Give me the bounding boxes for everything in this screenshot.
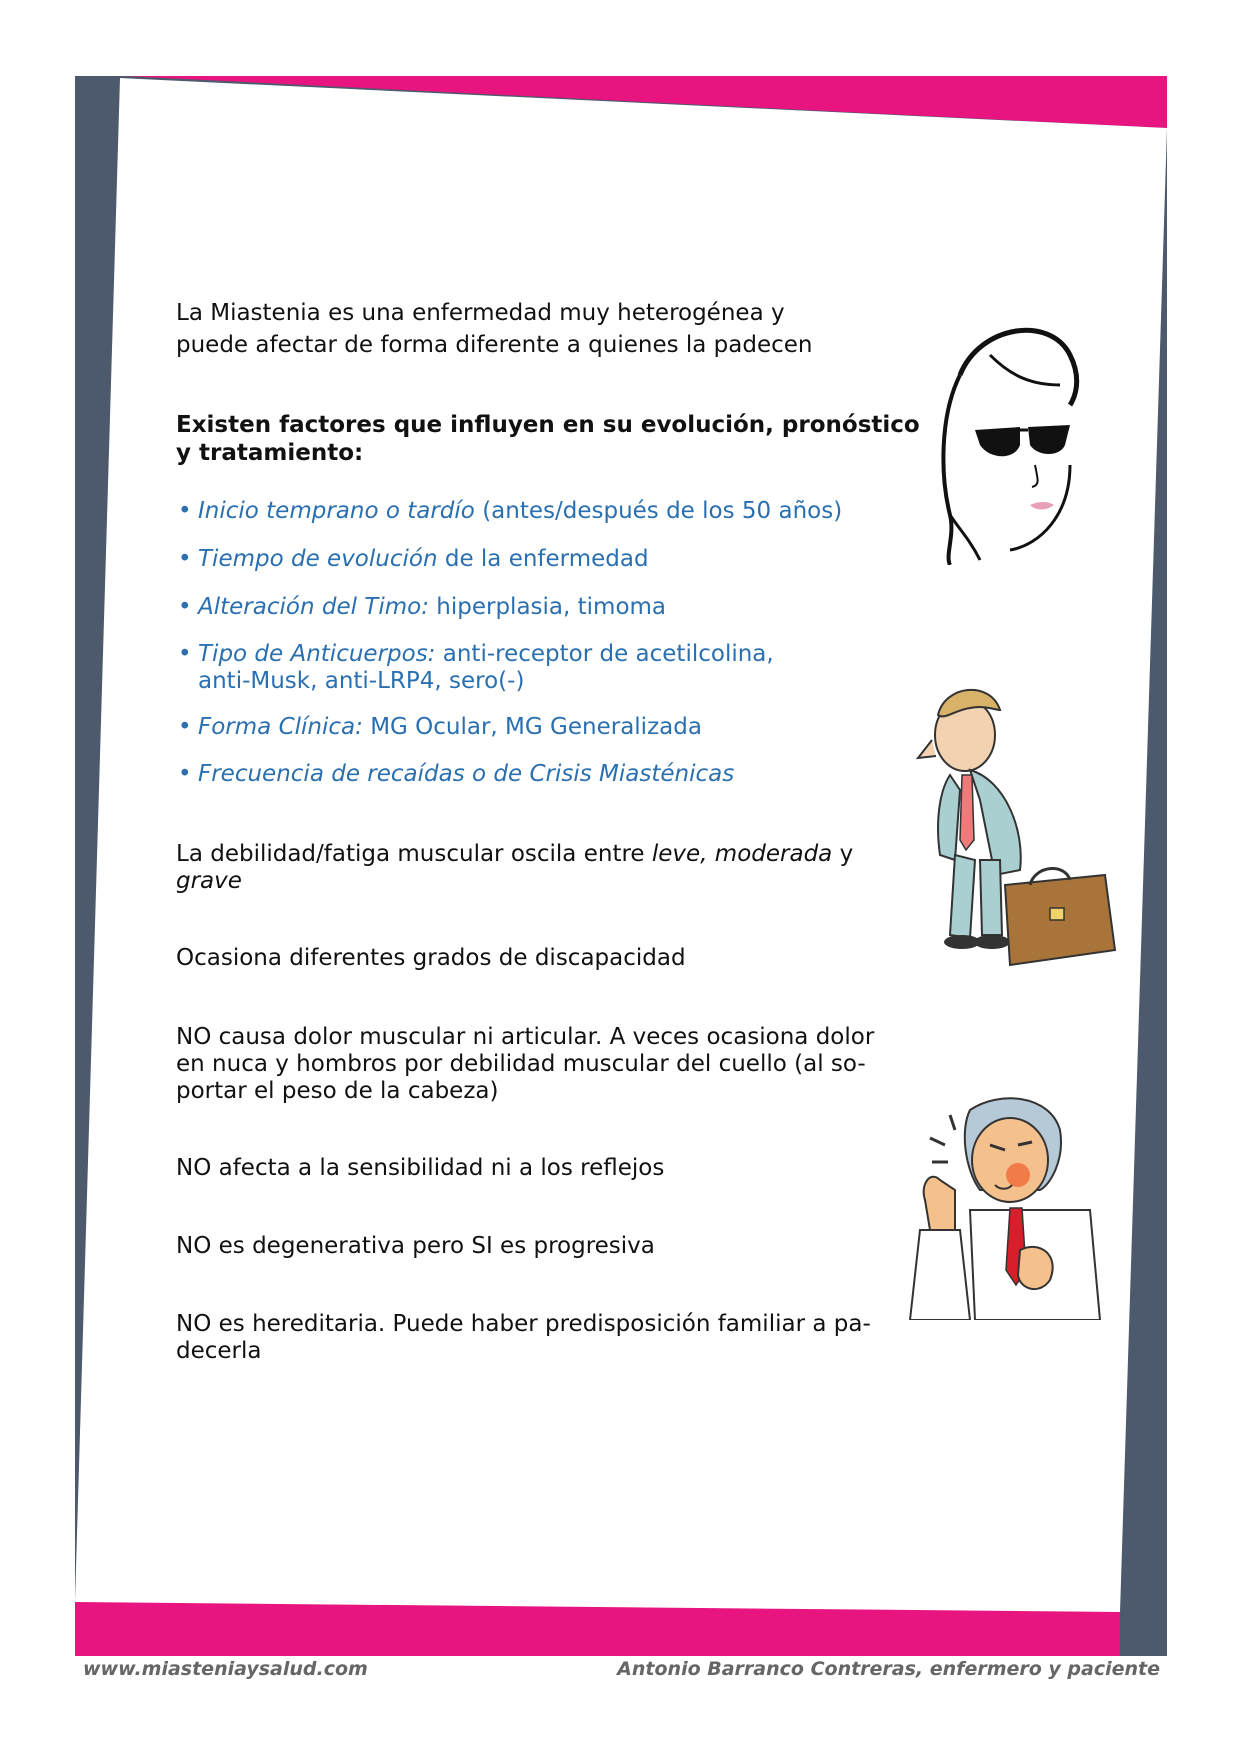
factor-label: Alteración del Timo: [198,594,429,620]
factors-heading-line-2: y tratamiento: [176,440,364,466]
factor-text: hiperplasia, timoma [436,594,667,620]
bullet-icon: • [178,714,192,740]
footer-author: Antonio Barranco Contreras, enfermero y paciente [617,1658,1160,1680]
hereditary-line-2: decerla [176,1338,262,1364]
factor-text: (antes/después de los 50 años) [482,498,843,524]
factor-item [178,761,734,788]
bullet-icon: • [178,546,192,572]
disability-statement: Ocasiona diferentes grados de discapacidad [176,945,686,971]
progressive-statement: NO es degenerativa pero SI es progresiva [176,1233,655,1259]
factor-item [178,641,774,695]
sensitivity-statement: NO afecta a la sensibilidad ni a los reflejos [176,1155,665,1181]
weakness-prefix: La debilidad/fatiga muscular oscila entre [176,841,645,867]
factor-label: Forma Clínica: [198,714,363,740]
factor-label: Tiempo de evolución [198,546,438,572]
coughing-man-illustration [900,1090,1115,1320]
footer-website[interactable]: www.miasteniaysalud.com [83,1658,368,1680]
factor-text: de la enfermedad [444,546,649,572]
weakness-last: grave [176,868,242,894]
factor-text: MG Ocular, MG Generalizada [370,714,702,740]
pain-line-1: NO causa dolor muscular ni articular. A veces ocasiona dolor [176,1024,875,1050]
pain-line-3: portar el peso de la cabeza) [176,1078,499,1104]
factor-label: Inicio temprano o tardío [198,498,475,524]
factor-continuation: anti-Musk, anti-LRP4, sero(-) [198,668,525,694]
weakness-joiner: y [839,841,854,867]
intro-line-1: La Miastenia es una enfermedad muy heterogénea y [176,300,785,326]
factors-heading-line-1: Existen factores que influyen en su evolución, pronóstico [176,412,920,438]
pain-line-2: en nuca y hombros por debilidad muscular del cuello (al so- [176,1051,866,1077]
factor-text: anti-receptor de acetilcolina, [442,641,774,667]
woman-sunglasses-illustration [920,315,1100,565]
factor-item [178,546,649,573]
intro-line-2: puede afectar de forma diferente a quienes la padecen [176,332,813,358]
weakness-paragraph [176,841,853,895]
factor-item [178,714,702,741]
factor-item [178,594,666,621]
tired-man-briefcase-illustration [910,680,1125,970]
factor-label: Tipo de Anticuerpos: [198,641,436,667]
weakness-levels: leve, moderada [651,841,833,867]
bullet-icon: • [178,761,192,787]
bullet-icon: • [178,498,192,524]
hereditary-line-1: NO es hereditaria. Puede haber predisposición familiar a pa- [176,1311,871,1337]
factor-label: Frecuencia de recaídas o de Crisis Miasténicas [198,761,735,787]
factor-item [178,498,842,525]
bullet-icon: • [178,641,192,667]
bullet-icon: • [178,594,192,620]
